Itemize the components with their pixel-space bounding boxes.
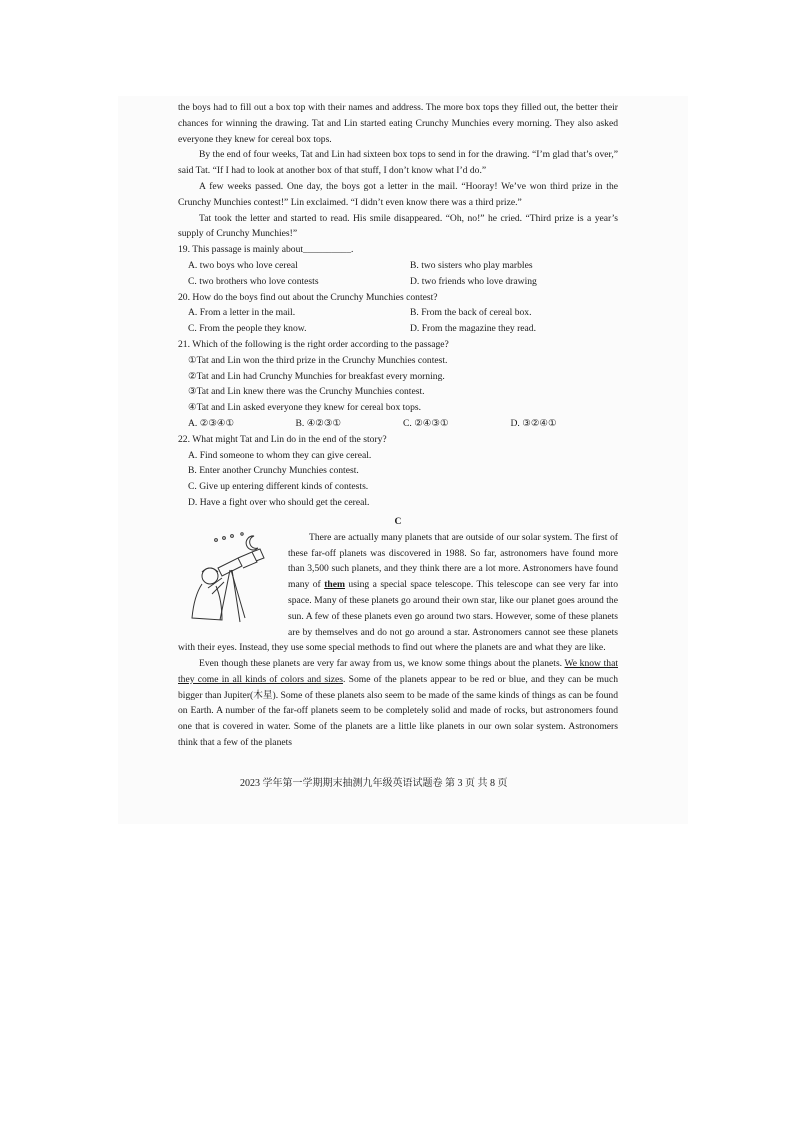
question-stem: 21. Which of the following is the right order according to the passage? xyxy=(178,338,449,350)
astronomer-telescope-illustration xyxy=(178,532,280,628)
option-c: C. two brothers who love contests xyxy=(188,275,319,287)
option-a: A. From a letter in the mail. xyxy=(188,307,296,319)
option-b: B. Enter another Crunchy Munchies contest. xyxy=(188,465,359,477)
passage-paragraph: Tat took the letter and started to read. His smile disappeared. “Oh, no!” he cried. “Third prize is a year’s supply of Crunchy Munchies!” xyxy=(178,212,618,240)
paragraph-text: . Some of the planets appear to be red or blue, and they can be much bigger than Jupiter(木星). Some of these planets also seem to be made of the same kinds of things as can be found on Earth. A number of the far-off planets seem to be completely solid and made of rocks, but astronomers found one that is covered in water. Some of the planets are a little like planets in our own solar system. Astronomers think that a few of the planets xyxy=(178,673,618,749)
option-b: B. From the back of cereal box. xyxy=(410,307,532,319)
option-a: A. two boys who love cereal xyxy=(188,259,298,271)
option-d: D. From the magazine they read. xyxy=(410,323,537,335)
option-d: D. two friends who love drawing xyxy=(410,275,537,287)
underlined-sentence: We know that they come in all kinds of colors and sizes xyxy=(178,658,618,685)
option-d: D. ③②④① xyxy=(510,417,557,429)
option-c: C. From the people they know. xyxy=(188,323,307,335)
question-20 xyxy=(178,290,618,337)
option-b: B. two sisters who play marbles xyxy=(410,259,533,271)
option-a: A. Find someone to whom they can give cereal. xyxy=(188,449,372,461)
underlined-word-them: them xyxy=(324,579,345,591)
option-a: A. ②③④① xyxy=(188,417,235,429)
question-22 xyxy=(178,432,618,511)
option-c: C. ②④③① xyxy=(403,417,449,429)
section-heading: C xyxy=(394,515,402,527)
option-b: B. ④②③① xyxy=(295,417,342,429)
question-21 xyxy=(178,337,618,432)
order-item: ③Tat and Lin knew there was the Crunchy Munchies contest. xyxy=(188,386,425,398)
paragraph-text: using a special space telescope. This telescope can see very far into space. Many of these planets go around their own star, like our planet goes around the sun. A few of these planets even go around two stars. However, some of these planets are by themselves and do not go around a star. Astronomers cannot see these planets with their eyes. Instead, they use some special methods to find out where the planets are and what they are like. xyxy=(178,579,618,654)
order-item: ④Tat and Lin asked everyone they knew for cereal box tops. xyxy=(188,402,422,414)
question-stem: 22. What might Tat and Lin do in the end of the story? xyxy=(178,433,387,445)
passage-paragraph: A few weeks passed. One day, the boys got a letter in the mail. “Hooray! We’ve won third prize in the Crunchy Munchies contest!” Lin exclaimed. “I didn’t even know there was a third prize.” xyxy=(178,180,618,208)
order-item: ②Tat and Lin had Crunchy Munchies for breakfast every morning. xyxy=(188,370,445,382)
question-stem: 19. This passage is mainly about__________. xyxy=(178,244,354,256)
question-stem: 20. How do the boys find out about the Crunchy Munchies contest? xyxy=(178,291,438,303)
paragraph-text: Even though these planets are very far away from us, we know some things about the planets. xyxy=(199,658,565,670)
passage-paragraph xyxy=(178,656,618,751)
question-19 xyxy=(178,242,618,289)
paragraph-text: There are actually many planets that are outside of our solar system. The first of these far-off planets was discovered in 1988. So far, astronomers have found more than 3,500 such planets, and they think there are a lot more. Astronomers have found many of xyxy=(288,531,618,591)
page-footer: 2023 学年第一学期期末抽测九年级英语试题卷 第 3 页 共 8 页 xyxy=(240,778,508,789)
passage-paragraph: By the end of four weeks, Tat and Lin had sixteen box tops to send in for the drawing. “I’m glad that’s over,” said Tat. “If I had to look at another box of that stuff, I don’t know what I’d do.” xyxy=(178,149,618,177)
option-d: D. Have a fight over who should get the cereal. xyxy=(188,496,370,508)
passage-paragraph: the boys had to fill out a box top with their names and address. The more box tops they filled out, the better their chances for winning the drawing. Tat and Lin started eating Crunchy Munchies every morning. They also asked everyone they knew for cereal box tops. xyxy=(178,102,618,145)
exam-page xyxy=(178,100,618,751)
order-item: ①Tat and Lin won the third prize in the Crunchy Munchies contest. xyxy=(188,354,448,366)
option-c: C. Give up entering different kinds of contests. xyxy=(188,481,369,493)
passage-c xyxy=(178,530,618,751)
